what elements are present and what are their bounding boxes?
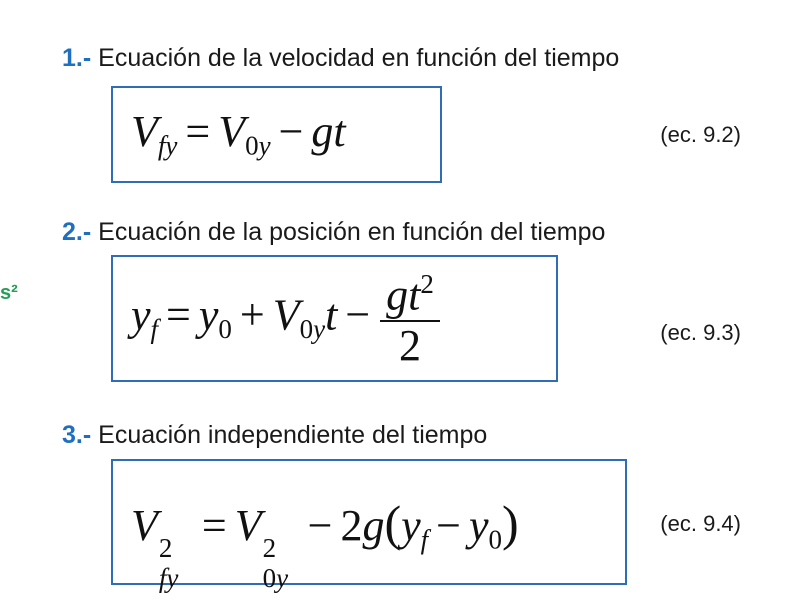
section-1-number: 1.- <box>62 44 92 72</box>
section-3-heading <box>62 420 487 450</box>
section-1-title: Ecuación de la velocidad en función del tiempo <box>98 44 620 72</box>
section-2-number: 2.- <box>62 218 92 246</box>
equation-3-label: (ec. 9.4) <box>660 511 741 536</box>
section-3-title: Ecuación independiente del tiempo <box>98 421 488 449</box>
section-2-heading <box>62 217 605 247</box>
equation-1-label: (ec. 9.2) <box>660 122 741 147</box>
margin-fragment: s² <box>0 282 18 304</box>
section-2-title: Ecuación de la posición en función del tiempo <box>98 218 606 246</box>
equation-2-box <box>111 255 558 382</box>
equation-3-box <box>111 459 627 593</box>
equation-9-2: $V_{fy} = V_{0y}$ − gt <box>131 107 346 161</box>
equation-9-3: $y_f = y_0 + V_{0y}t$ − $\frac{gt^2}{2}$ <box>131 271 442 368</box>
equation-2-label: (ec. 9.3) <box>660 320 741 345</box>
equation-9-4: V 2 fy = V 2 0y − $2g(y_f - y_0)$ <box>131 495 519 593</box>
section-1-heading <box>62 43 619 73</box>
section-3-number: 3.- <box>62 421 92 449</box>
equation-1-box <box>111 86 442 183</box>
fraction-gt2-over-2: $\frac{gt^2}{2}$ <box>380 271 440 368</box>
